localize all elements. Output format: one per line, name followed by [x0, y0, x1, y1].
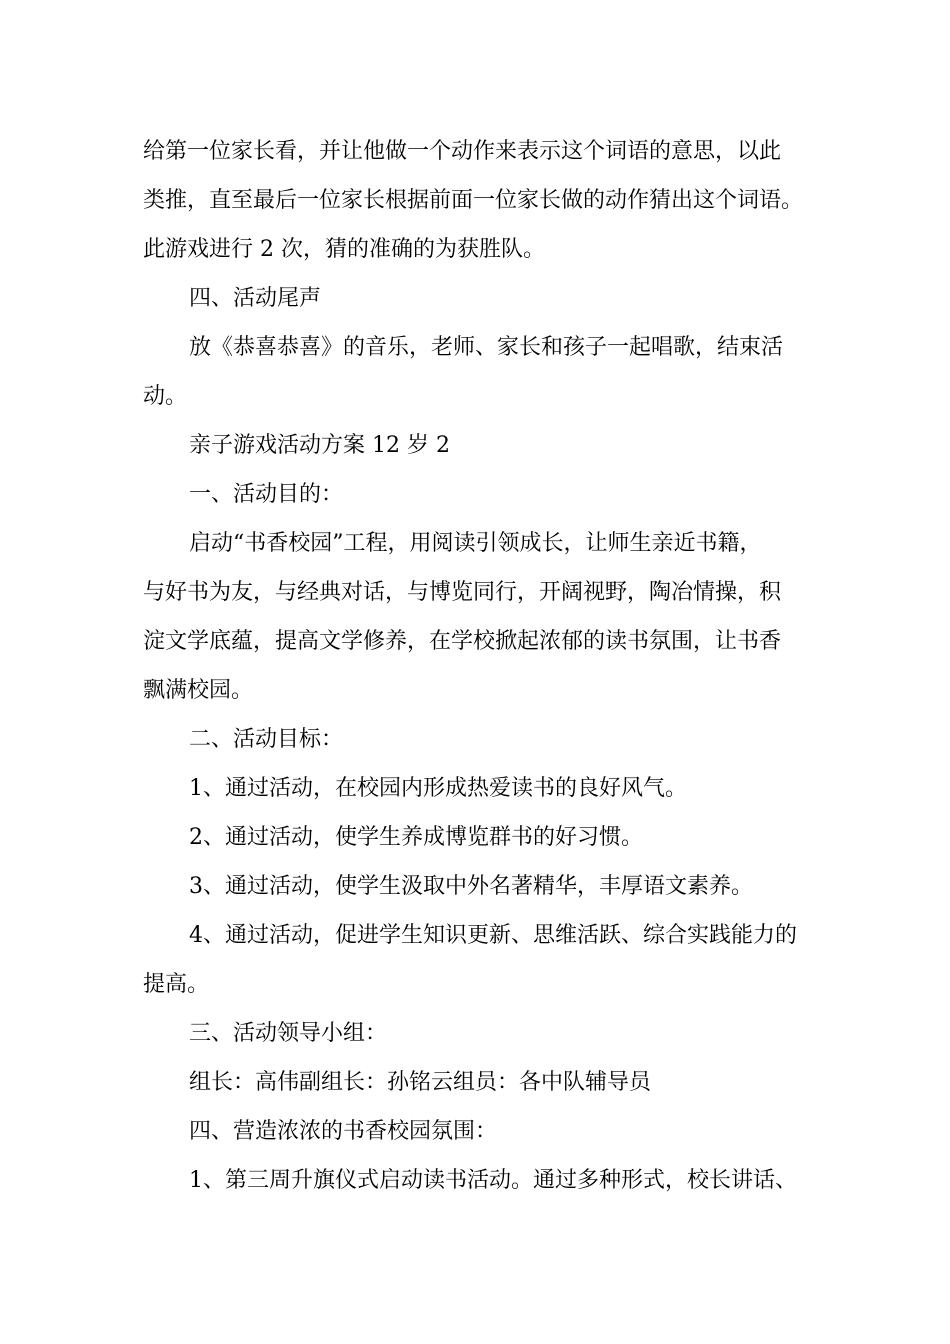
text-line: 提高。: [143, 972, 210, 997]
text-line: 组长：高伟副组长：孙铭云组员：各中队辅导员: [189, 1070, 652, 1095]
text-line: 此游戏进行 2 次，猜的准确的为获胜队。: [143, 237, 545, 262]
list-item: 3、通过活动，使学生汲取中外名著精华，丰厚语文素养。: [189, 874, 753, 899]
text-line: 放《恭喜恭喜》的音乐，老师、家长和孩子一起唱歌，结束活: [189, 335, 784, 360]
text-line: 启动“书香校园”工程，用阅读引领成长，让师生亲近书籍，: [189, 531, 762, 556]
list-item: 1、通过活动，在校园内形成热爱读书的良好风气。: [189, 776, 687, 801]
list-item: 1、第三周升旗仪式启动读书活动。通过多种形式，校长讲话、: [189, 1168, 797, 1193]
text-line: 与好书为友，与经典对话，与博览同行，开阔视野，陶冶情操，积: [143, 580, 782, 605]
text-line: 飘满校园。: [143, 678, 254, 703]
text-line: 给第一位家长看，并让他做一个动作来表示这个词语的意思，以此: [143, 139, 782, 164]
section-heading: 一、活动目的：: [189, 482, 344, 507]
text-line: 动。: [143, 384, 188, 409]
text-line: 类推，直至最后一位家长根据前面一位家长做的动作猜出这个词语。: [143, 188, 804, 213]
section-heading: 二、活动目标：: [189, 727, 344, 752]
document-title: 亲子游戏活动方案 12 岁 2: [189, 433, 450, 458]
document-body: [143, 127, 823, 1205]
section-heading: 四、活动尾声: [189, 286, 322, 311]
section-heading: 三、活动领导小组：: [189, 1021, 388, 1046]
text-line: 淀文学底蕴，提高文学修养，在学校掀起浓郁的读书氛围，让书香: [143, 629, 782, 654]
section-heading: 四、营造浓浓的书香校园氛围：: [189, 1119, 498, 1144]
list-item: 4、通过活动，促进学生知识更新、思维活跃、综合实践能力的: [189, 923, 797, 948]
list-item: 2、通过活动，使学生养成博览群书的好习惯。: [189, 825, 643, 850]
